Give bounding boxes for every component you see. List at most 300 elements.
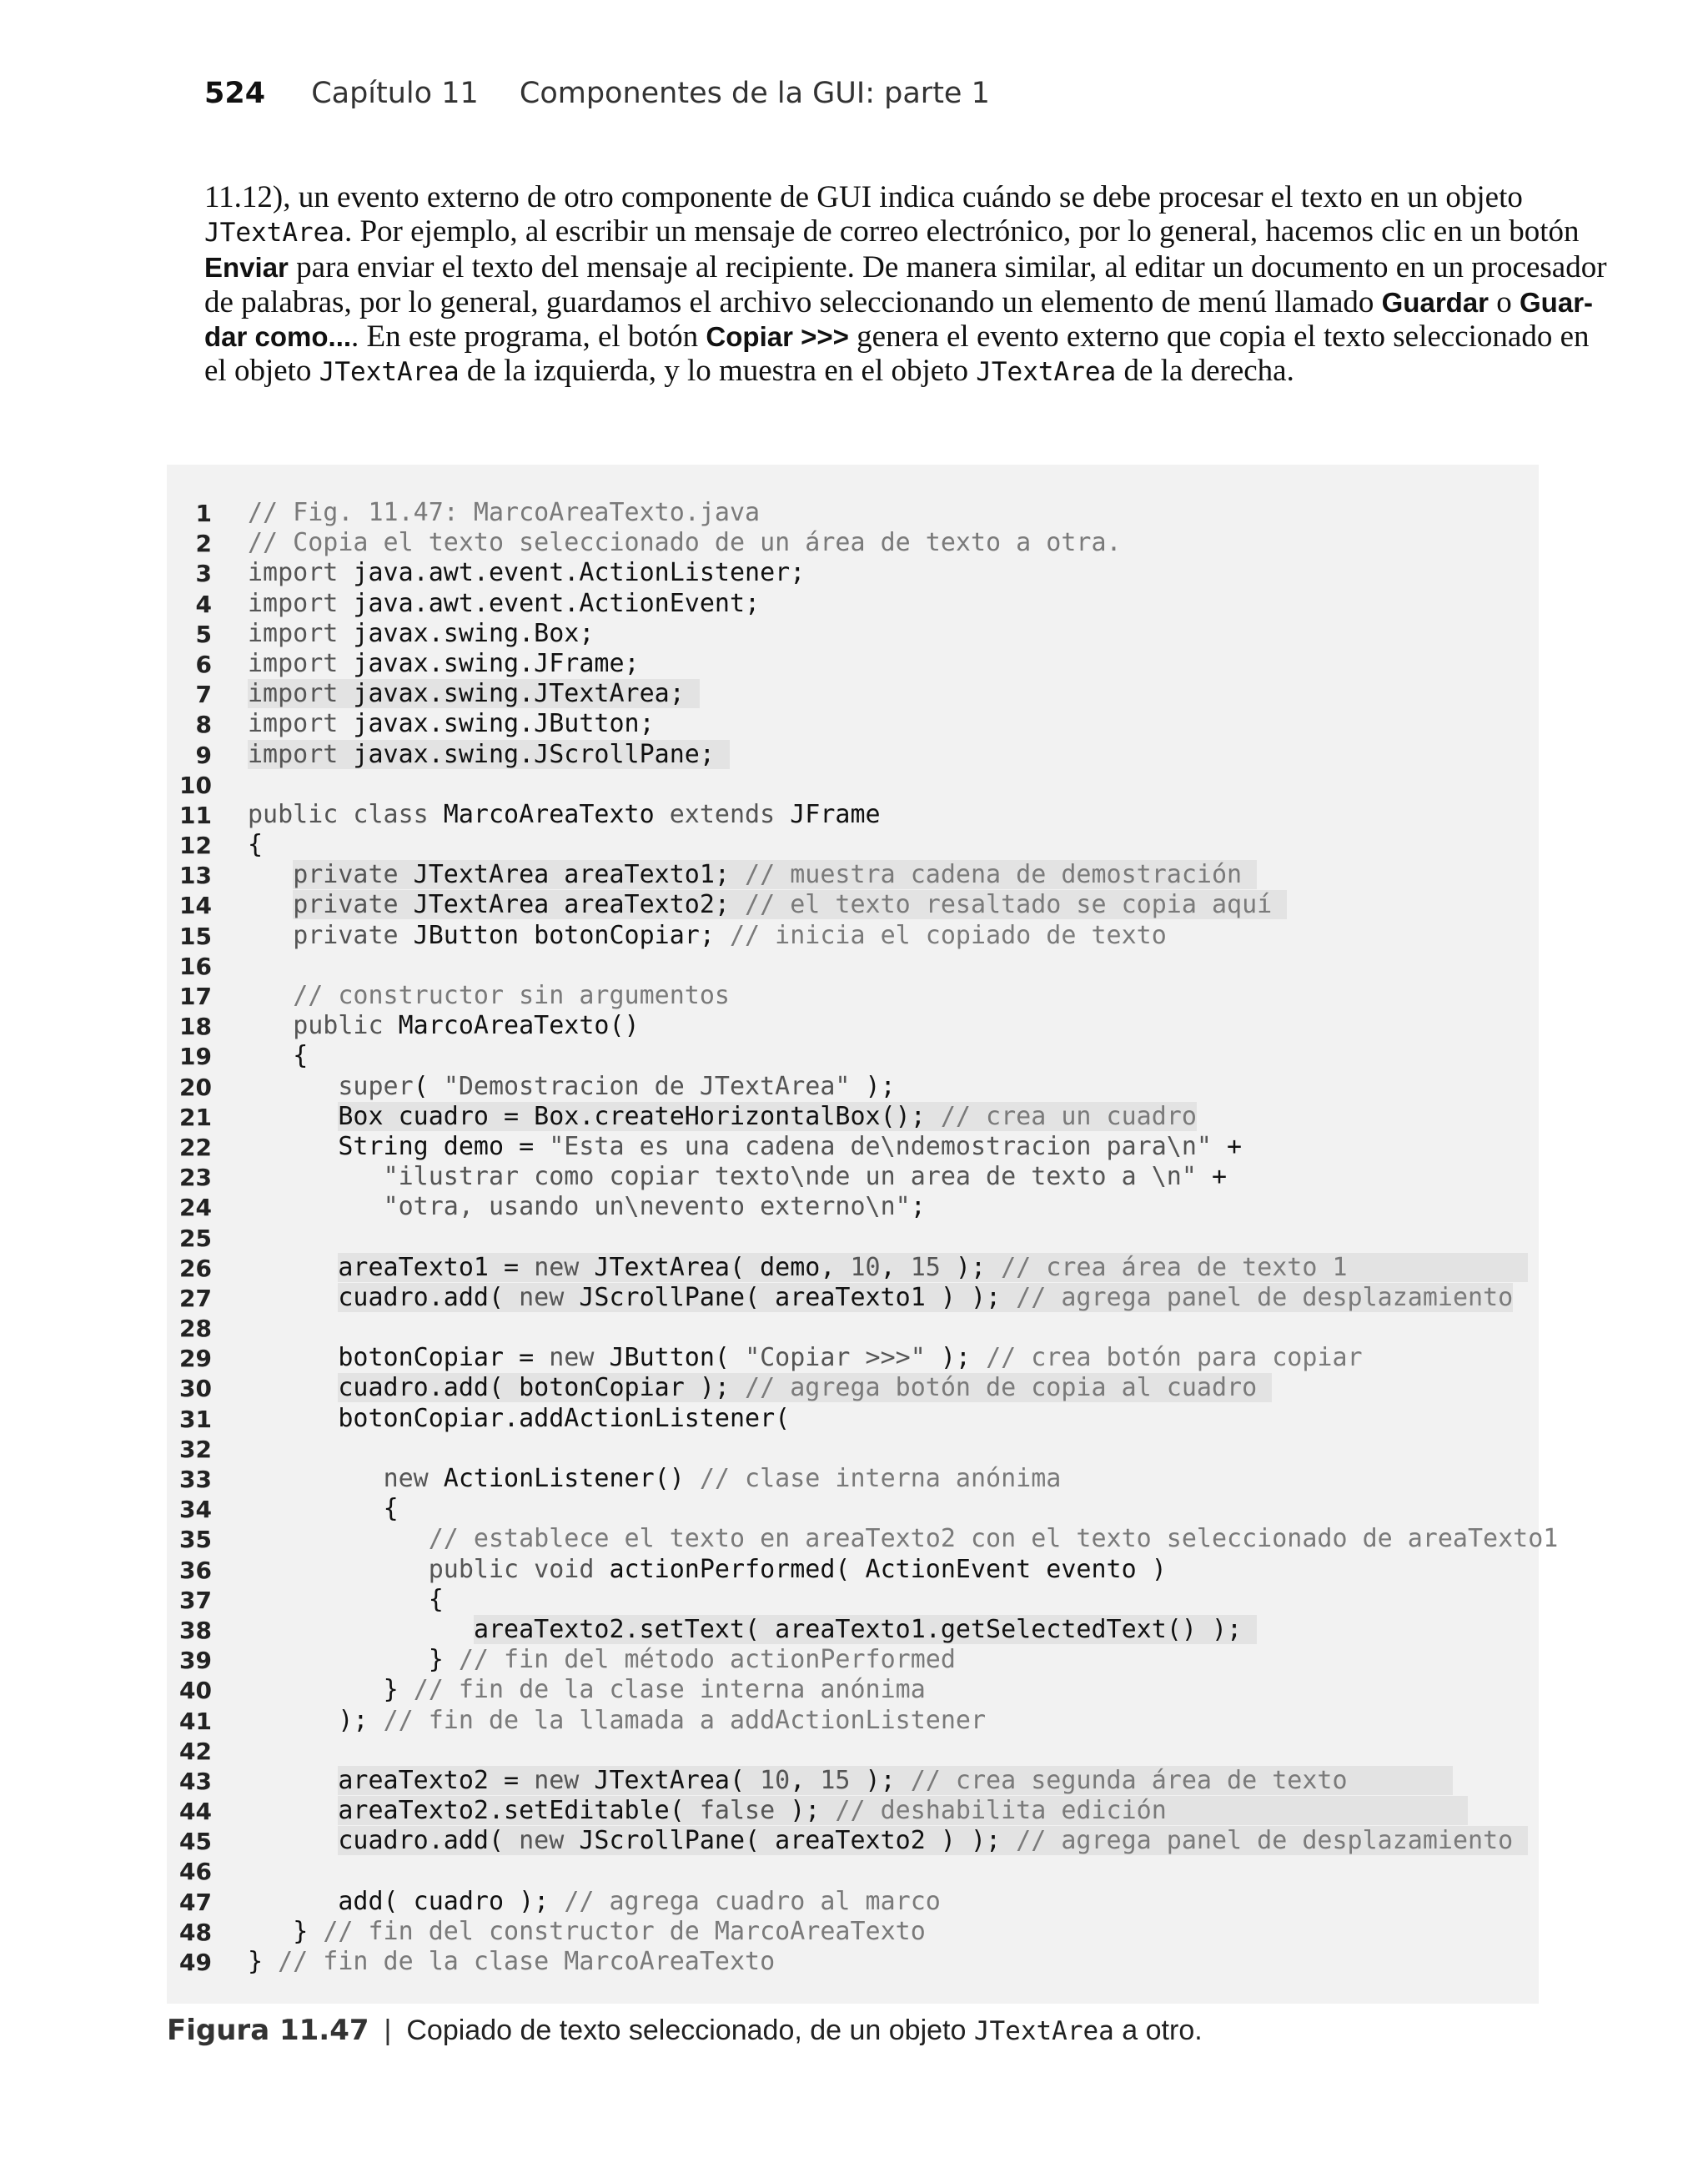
code-token: cuadro.add( <box>338 1826 520 1856</box>
line-number: 1 <box>195 500 212 527</box>
code-token: areaTexto2.setEditable( <box>338 1796 700 1826</box>
code-token: JButton botonCopiar; <box>398 920 730 950</box>
code-body <box>248 679 700 708</box>
line-number: 49 <box>179 1949 212 1976</box>
code-keyword: false <box>699 1796 776 1826</box>
code-comment: // Fig. 11.47: MarcoAreaTexto.java <box>248 498 761 527</box>
line-number: 20 <box>179 1073 212 1101</box>
code-indent <box>248 1766 338 1795</box>
code-indent <box>248 1555 429 1584</box>
code-text <box>248 1947 775 1976</box>
code-comment: // fin del método actionPerformed <box>458 1645 956 1675</box>
code-keyword: import <box>248 739 339 769</box>
code-body <box>338 1132 1242 1161</box>
intro-line <box>204 319 1590 354</box>
line-number: 12 <box>179 832 212 860</box>
code-comment: // fin de la llamada a addActionListener <box>383 1705 987 1735</box>
code-body <box>248 1947 775 1976</box>
code-token: } <box>293 1916 324 1946</box>
code-body <box>384 1464 1062 1493</box>
code-body <box>293 1011 639 1040</box>
line-number: 26 <box>179 1254 212 1282</box>
intro-text: para enviar el texto del mensaje al recipiente. De manera similar, al editar un documento en un procesador <box>288 250 1607 285</box>
code-comment: // inicia el copiado de texto <box>729 920 1167 950</box>
code-indent <box>248 1917 293 1946</box>
line-number: 3 <box>195 560 212 588</box>
code-comment: // crea un cuadro <box>940 1101 1197 1131</box>
code-text <box>248 498 760 527</box>
code-body <box>384 1494 399 1523</box>
code-body <box>384 1162 1227 1191</box>
code-text <box>248 558 805 587</box>
line-number: 45 <box>179 1828 212 1856</box>
code-literal: "Copiar >>>" <box>745 1343 926 1373</box>
code-token: javax.swing.JButton; <box>338 709 655 739</box>
code-comment: // agrega cuadro al marco <box>564 1886 941 1916</box>
code-text <box>248 1072 896 1101</box>
intro-text: de la derecha. <box>1116 354 1294 389</box>
chapter-label: Capítulo 11 <box>311 77 479 110</box>
inline-code: JTextArea <box>204 218 344 249</box>
code-keyword: public void <box>428 1554 595 1584</box>
code-body <box>429 1585 444 1614</box>
code-keyword: import <box>248 588 339 618</box>
code-token: ; <box>910 1192 926 1222</box>
code-body <box>248 800 881 829</box>
code-indent <box>248 1887 338 1916</box>
code-token: areaTexto2 = <box>338 1765 535 1795</box>
line-number: 35 <box>179 1526 212 1554</box>
code-body <box>338 1706 986 1735</box>
code-literal: "Demostracion de JTextArea" <box>443 1071 851 1101</box>
code-text <box>248 1796 1468 1825</box>
intro-line <box>204 250 1607 285</box>
code-comment: // crea área de texto 1 <box>1001 1252 1529 1282</box>
intro-text: de palabras, por lo general, guardamos el archivo seleccionando un elemento de menú llamado <box>204 284 1382 319</box>
code-literal: 15 <box>820 1765 851 1795</box>
code-text <box>248 1917 926 1946</box>
code-text <box>248 1283 1513 1312</box>
line-number: 48 <box>179 1918 212 1946</box>
code-comment: // clase interna anónima <box>699 1464 1062 1493</box>
figure-label: Figura 11.47 <box>167 2014 369 2047</box>
code-body <box>248 558 805 587</box>
code-body <box>429 1645 956 1674</box>
code-indent <box>248 1464 384 1493</box>
code-body <box>248 709 655 738</box>
intro-text: de la izquierda, y lo muestra en el objeto <box>459 354 977 389</box>
code-text <box>248 1253 1528 1282</box>
code-text <box>248 921 1167 950</box>
code-keyword: extends <box>669 799 776 829</box>
line-number: 16 <box>179 952 212 980</box>
code-token: JTextArea areaTexto2; <box>398 890 746 920</box>
line-number: 2 <box>195 530 212 558</box>
code-text <box>248 860 1257 889</box>
code-comment: // fin de la clase interna anónima <box>413 1675 926 1705</box>
code-token: cuadro.add( botonCopiar ); <box>338 1373 746 1403</box>
code-text <box>248 800 881 829</box>
ui-term: dar como... <box>204 320 352 352</box>
code-text <box>248 1464 1061 1493</box>
intro-text: o <box>1489 284 1520 319</box>
code-indent <box>248 1373 338 1402</box>
line-number: 27 <box>179 1284 212 1312</box>
code-token: cuadro.add( <box>338 1282 520 1312</box>
code-indent <box>248 1132 338 1161</box>
code-indent <box>248 1283 338 1312</box>
line-number: 39 <box>179 1647 212 1675</box>
code-body <box>338 1343 1362 1372</box>
code-keyword: public <box>293 1011 384 1041</box>
code-keyword: import <box>248 618 339 648</box>
code-token: JFrame <box>775 799 881 829</box>
code-text <box>248 1343 1363 1372</box>
code-token: ); <box>940 1252 1002 1282</box>
code-text <box>248 1404 790 1433</box>
intro-text: genera el evento externo que copia el texto seleccionado en <box>848 319 1590 354</box>
line-number: 24 <box>179 1194 212 1222</box>
code-text <box>248 1645 956 1674</box>
line-number: 17 <box>179 983 212 1010</box>
code-literal: 10 <box>850 1252 881 1282</box>
line-number: 31 <box>179 1405 212 1433</box>
code-comment: // deshabilita edición <box>835 1796 1469 1826</box>
line-number: 37 <box>179 1586 212 1614</box>
code-text <box>248 981 730 1010</box>
code-indent <box>248 1011 293 1040</box>
code-indent <box>248 860 293 889</box>
code-text <box>248 740 730 769</box>
code-indent <box>248 1706 338 1735</box>
ui-term: Enviar <box>204 252 289 284</box>
line-number: 43 <box>179 1767 212 1795</box>
code-keyword: public class <box>248 799 429 829</box>
code-token: ); <box>775 1796 836 1826</box>
code-text <box>248 1555 1167 1584</box>
code-token: java.awt.event.ActionListener; <box>338 558 806 588</box>
code-indent <box>248 1826 338 1855</box>
code-comment: // agrega botón de copia al cuadro <box>745 1373 1273 1403</box>
code-keyword: private <box>293 860 399 890</box>
code-body <box>293 890 1287 919</box>
code-body <box>384 1675 926 1704</box>
code-token: JButton( <box>594 1343 746 1373</box>
ui-term: Copiar >>> <box>706 320 849 352</box>
code-indent <box>248 1615 474 1644</box>
line-number: 19 <box>179 1043 212 1071</box>
code-text <box>248 1887 941 1916</box>
line-number: 18 <box>179 1013 212 1041</box>
code-keyword: new <box>534 1765 580 1795</box>
code-text <box>248 1524 1558 1553</box>
line-number: 40 <box>179 1677 212 1705</box>
code-keyword: import <box>248 709 339 739</box>
line-number: 47 <box>179 1888 212 1916</box>
code-text <box>248 1585 444 1614</box>
code-text <box>248 1192 926 1221</box>
code-indent <box>248 890 293 919</box>
intro-paragraph <box>204 180 1607 390</box>
code-indent <box>248 1796 338 1825</box>
code-token: Box cuadro = Box.createHorizontalBox(); <box>338 1101 941 1131</box>
code-comment: // constructor sin argumentos <box>293 981 730 1010</box>
code-text <box>248 1826 1528 1855</box>
code-comment: // Copia el texto seleccionado de un área de texto a otra. <box>248 528 1122 558</box>
code-body <box>248 528 1122 557</box>
line-number: 10 <box>179 771 212 799</box>
code-comment: // el texto resaltado se copia aquí <box>745 890 1288 920</box>
code-body <box>338 1887 940 1916</box>
line-number: 28 <box>179 1315 212 1343</box>
code-indent <box>248 1675 384 1704</box>
code-literal: "ilustrar como copiar texto\nde un area de texto a \n" <box>383 1162 1197 1192</box>
intro-line <box>204 284 1594 319</box>
code-token: areaTexto2.setText( areaTexto1.getSelectedText() ); <box>473 1614 1258 1644</box>
line-number: 21 <box>179 1103 212 1131</box>
caption-separator: | <box>384 2015 392 2046</box>
intro-text: el objeto <box>204 354 319 389</box>
code-body <box>474 1615 1257 1644</box>
inline-code: JTextArea <box>976 357 1117 388</box>
code-token: } <box>428 1645 459 1675</box>
intro-line <box>204 180 1523 214</box>
line-number: 29 <box>179 1345 212 1373</box>
code-keyword: new <box>519 1282 565 1312</box>
code-indent <box>248 1192 384 1221</box>
code-text <box>248 1675 926 1704</box>
code-token: areaTexto1 = <box>338 1252 535 1282</box>
line-number: 32 <box>179 1435 212 1463</box>
code-token: } <box>248 1947 279 1976</box>
code-token: { <box>383 1494 399 1524</box>
caption-text: Copiado de texto seleccionado, de un objeto <box>406 2015 974 2046</box>
code-text <box>248 890 1287 919</box>
code-comment: // fin de la clase MarcoAreaTexto <box>278 1947 776 1976</box>
code-body <box>248 740 730 769</box>
line-number: 23 <box>179 1164 212 1192</box>
line-number: 15 <box>179 922 212 950</box>
code-token: { <box>428 1584 444 1614</box>
line-number: 36 <box>179 1556 212 1584</box>
code-literal: "Esta es una cadena de\ndemostracion para\n" <box>549 1131 1212 1161</box>
code-indent <box>248 1253 338 1282</box>
code-token: add( cuadro ); <box>338 1886 565 1916</box>
code-token: JScrollPane( areaTexto2 ) ); <box>564 1826 1017 1856</box>
intro-line <box>204 214 1580 250</box>
line-number: 33 <box>179 1466 212 1493</box>
code-comment: // agrega panel de desplazamiento <box>1016 1282 1514 1312</box>
code-text <box>248 830 263 859</box>
code-text <box>248 1494 399 1523</box>
code-keyword: new <box>383 1464 429 1493</box>
code-body <box>248 649 640 678</box>
code-text <box>248 1766 1453 1795</box>
code-literal: 10 <box>760 1765 791 1795</box>
figure-caption <box>167 2014 1203 2047</box>
code-text <box>248 1706 986 1735</box>
code-body <box>338 1253 1528 1282</box>
code-text <box>248 1102 1197 1131</box>
code-text <box>248 528 1122 557</box>
code-text <box>248 619 594 648</box>
code-indent <box>248 1524 429 1553</box>
code-literal: 15 <box>910 1252 941 1282</box>
code-token: MarcoAreaTexto() <box>383 1011 640 1041</box>
line-number: 42 <box>179 1737 212 1765</box>
code-token: ); <box>850 1765 911 1795</box>
code-text <box>248 589 760 618</box>
code-token: } <box>383 1675 414 1705</box>
code-comment: // establece el texto en areaTexto2 con el texto seleccionado de areaTexto1 <box>428 1524 1559 1554</box>
code-token: botonCopiar.addActionListener( <box>338 1403 791 1433</box>
code-token: , <box>790 1765 821 1795</box>
code-token: + <box>1196 1162 1228 1192</box>
code-token: { <box>293 1041 309 1071</box>
code-token: javax.swing.Box; <box>338 618 595 648</box>
code-keyword: import <box>248 558 339 588</box>
code-text <box>248 709 655 738</box>
code-body <box>293 981 730 1010</box>
line-number: 38 <box>179 1616 212 1644</box>
code-keyword: new <box>534 1252 580 1282</box>
ui-term: Guar- <box>1520 286 1594 318</box>
code-body <box>338 1283 1513 1312</box>
code-indent <box>248 1041 293 1070</box>
code-token: ActionListener() <box>428 1464 700 1493</box>
code-body <box>429 1524 1559 1553</box>
code-indent <box>248 1102 338 1131</box>
code-token: String demo = <box>338 1131 550 1161</box>
code-text <box>248 1041 308 1070</box>
page-number: 524 <box>204 77 266 110</box>
code-keyword: new <box>549 1343 595 1373</box>
inline-code: JTextArea <box>319 357 460 388</box>
code-body <box>338 1102 1197 1131</box>
line-number: 7 <box>195 681 212 709</box>
code-text <box>248 1132 1242 1161</box>
code-body <box>293 1917 926 1946</box>
code-token: + <box>1211 1131 1243 1161</box>
code-text <box>248 1373 1272 1402</box>
code-keyword: private <box>293 890 399 920</box>
line-number: 8 <box>195 711 212 739</box>
line-number: 4 <box>195 590 212 618</box>
code-comment: // agrega panel de desplazamiento <box>1016 1826 1529 1856</box>
code-body <box>338 1766 1453 1795</box>
code-token: java.awt.event.ActionEvent; <box>338 588 761 618</box>
caption-code: JTextArea <box>973 2016 1114 2046</box>
code-comment: // fin del constructor de MarcoAreaTexto <box>323 1916 926 1946</box>
code-keyword: private <box>293 920 399 950</box>
code-body <box>248 589 760 618</box>
code-token: ( <box>413 1071 444 1101</box>
intro-text: . En este programa, el botón <box>351 319 706 354</box>
code-keyword: import <box>248 648 339 678</box>
code-listing <box>167 465 1559 2004</box>
code-body <box>429 1555 1167 1584</box>
code-text <box>248 679 700 708</box>
line-number: 30 <box>179 1375 212 1403</box>
code-body <box>338 1373 1272 1402</box>
code-indent <box>248 1404 338 1433</box>
code-indent <box>248 921 293 950</box>
code-body <box>248 830 263 859</box>
code-token: botonCopiar = <box>338 1343 550 1373</box>
running-head <box>204 77 990 110</box>
code-body <box>293 860 1257 889</box>
code-token: JTextArea areaTexto1; <box>398 860 746 890</box>
code-token: JTextArea( <box>579 1765 761 1795</box>
code-indent <box>248 1162 384 1191</box>
code-token: JScrollPane( areaTexto1 ) ); <box>564 1282 1017 1312</box>
code-body <box>384 1192 926 1221</box>
code-token: actionPerformed( ActionEvent evento ) <box>594 1554 1167 1584</box>
ui-term: Guardar <box>1381 286 1489 318</box>
code-keyword: import <box>248 679 339 709</box>
code-body <box>293 1041 308 1070</box>
code-token: javax.swing.JScrollPane; <box>338 739 730 769</box>
intro-text: . Por ejemplo, al escribir un mensaje de correo electrónico, por lo general, hacemos clic en un botón <box>344 214 1580 249</box>
code-body <box>338 1826 1528 1855</box>
code-text <box>248 1162 1227 1191</box>
code-text <box>248 649 640 678</box>
line-number: 34 <box>179 1496 212 1524</box>
code-indent <box>248 1072 338 1101</box>
code-text <box>248 1615 1257 1644</box>
line-number: 9 <box>195 741 212 769</box>
code-token: javax.swing.JTextArea; <box>338 679 700 709</box>
code-token: javax.swing.JFrame; <box>338 648 640 678</box>
code-text <box>248 1011 640 1040</box>
code-body <box>338 1072 895 1101</box>
code-keyword: new <box>519 1826 565 1856</box>
code-indent <box>248 1343 338 1372</box>
code-token: ); <box>338 1705 384 1735</box>
line-number: 44 <box>179 1798 212 1826</box>
code-body <box>293 921 1167 950</box>
line-number: 14 <box>179 892 212 920</box>
line-number: 6 <box>195 650 212 678</box>
line-number: 46 <box>179 1858 212 1886</box>
line-number: 22 <box>179 1133 212 1161</box>
line-number: 5 <box>195 620 212 648</box>
code-token: , <box>880 1252 911 1282</box>
code-keyword: super <box>338 1071 414 1101</box>
line-number: 13 <box>179 862 212 890</box>
line-number: 25 <box>179 1224 212 1252</box>
code-token: ); <box>925 1343 987 1373</box>
caption-text-end: a otro. <box>1113 2015 1203 2046</box>
intro-text: 11.12), un evento externo de otro componente de GUI indica cuándo se debe procesar el texto en un objeto <box>204 180 1523 214</box>
code-body <box>338 1796 1468 1825</box>
code-literal: "otra, usando un\nevento externo\n" <box>383 1192 911 1222</box>
code-comment: // muestra cadena de demostración <box>745 860 1258 890</box>
code-token: { <box>248 830 264 860</box>
chapter-title: Componentes de la GUI: parte 1 <box>519 77 990 110</box>
code-body <box>338 1404 790 1433</box>
code-body <box>248 498 760 527</box>
code-indent <box>248 1645 429 1674</box>
code-token: ); <box>850 1071 896 1101</box>
code-body <box>248 619 594 648</box>
intro-line <box>204 354 1501 390</box>
code-token: JTextArea( demo, <box>579 1252 851 1282</box>
code-comment: // crea botón para copiar <box>986 1343 1363 1373</box>
line-number: 41 <box>179 1707 212 1735</box>
code-comment: // crea segunda área de texto <box>910 1765 1453 1795</box>
code-token: MarcoAreaTexto <box>428 799 670 829</box>
